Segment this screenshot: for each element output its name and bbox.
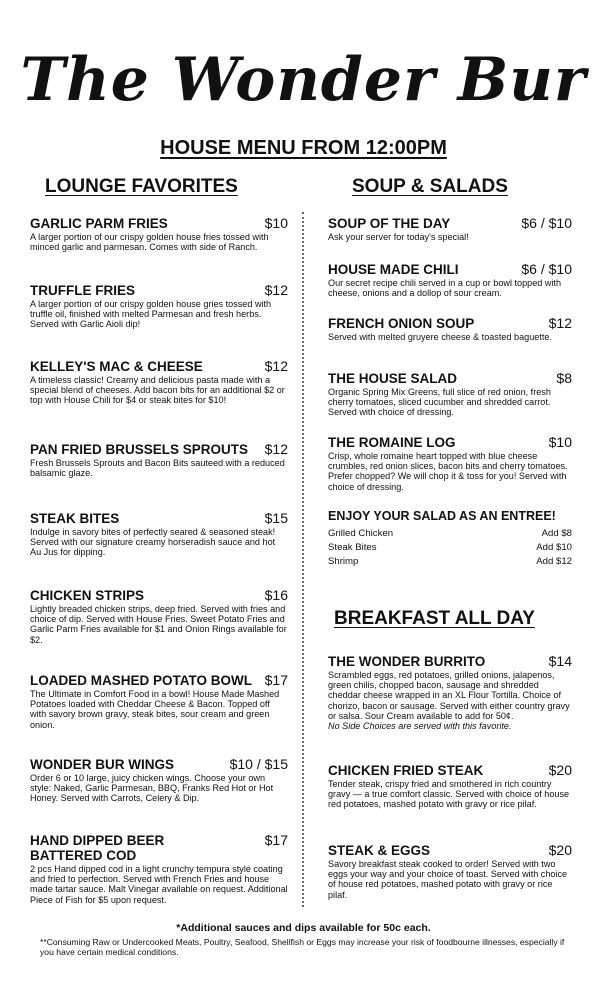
item-name: THE HOUSE SALAD bbox=[328, 371, 458, 386]
item-name: THE ROMAINE LOG bbox=[328, 435, 456, 450]
breakfast-heading: BREAKFAST ALL DAY bbox=[334, 608, 535, 629]
item-name: CHICKEN STRIPS bbox=[30, 588, 145, 603]
item-name: FRENCH ONION SOUP bbox=[328, 316, 475, 331]
item-name: SOUP OF THE DAY bbox=[328, 216, 451, 231]
item-price: $10 bbox=[264, 215, 288, 231]
menu-item bbox=[30, 216, 288, 252]
item-name: STEAK & EGGS bbox=[328, 843, 431, 858]
menu-item bbox=[30, 283, 288, 330]
item-price: $12 bbox=[264, 282, 288, 298]
item-description: Scrambled eggs, red potatoes, grilled onions, jalapenos, green chilis, chopped bacon, sausage and shredded cheddar cheese wrapped in an XL Flour Tortilla. Choice of chorizo, bacon or sausage. Served with either country gravy or salsa. Sour Cream available to add for 50¢. bbox=[328, 670, 570, 721]
item-price: $14 bbox=[548, 653, 572, 669]
item-name: GARLIC PARM FRIES bbox=[30, 216, 168, 231]
menu-item bbox=[328, 262, 572, 298]
addon-price: Add $8 bbox=[541, 528, 572, 539]
item-name: CHICKEN FRIED STEAK bbox=[328, 763, 484, 778]
sauces-note: *Additional sauces and dips available for 50c each. bbox=[176, 922, 431, 934]
item-price: $15 bbox=[264, 510, 288, 526]
item-price: $16 bbox=[264, 587, 288, 603]
menu-item bbox=[30, 833, 288, 905]
column-divider bbox=[302, 212, 304, 907]
addon-row bbox=[328, 556, 572, 567]
addon-price: Add $12 bbox=[536, 556, 572, 567]
item-name: HOUSE MADE CHILI bbox=[328, 262, 459, 277]
soups-heading: SOUP & SALADS bbox=[352, 176, 508, 197]
item-name: STEAK BITES bbox=[30, 511, 120, 526]
item-description: A larger portion of our crispy golden house fries tossed with minced garlic and parmesan. Comes with side of Ranch. bbox=[30, 232, 269, 253]
menu-item bbox=[328, 654, 572, 731]
item-description: Fresh Brussels Sprouts and Bacon Bits sauteed with a reduced balsamic glaze. bbox=[30, 458, 285, 479]
item-name: THE WONDER BURRITO bbox=[328, 654, 486, 669]
item-name: LOADED MASHED POTATO BOWL bbox=[30, 673, 252, 688]
item-price: $6 / $10 bbox=[521, 215, 572, 231]
item-price: $12 bbox=[548, 315, 572, 331]
item-name: KELLEY'S MAC & CHEESE bbox=[30, 359, 203, 374]
item-description: Organic Spring Mix Greens, full slice of red onion, fresh cherry tomatoes, sliced cucumber and shredded carrot. Served with choice of dressing. bbox=[328, 387, 551, 418]
restaurant-title: The Wonder Bur bbox=[20, 45, 587, 115]
item-description: Tender steak, crispy fried and smothered in rich country gravy — a true comfort classic. Served with choice of house red potatoes, mashed potato with gravy or rice pilaf. bbox=[328, 779, 570, 810]
item-price: $10 / $15 bbox=[229, 756, 288, 772]
item-price: $17 bbox=[264, 672, 288, 688]
item-description: Lightly breaded chicken strips, deep fried. Served with fries and choice of dip. Served with House Fries. Sweet Potato Fries and Garlic Parm Fries available for $1 and Onion Rings available for $2. bbox=[30, 604, 287, 645]
item-price: $12 bbox=[264, 441, 288, 457]
menu-item bbox=[328, 371, 572, 418]
item-description: A larger portion of our crispy golden house gries tossed with truffle oil, finished with melted Parmesan and fresh herbs. Served with Garlic Aioli dip! bbox=[30, 299, 272, 330]
menu-item bbox=[328, 316, 572, 342]
menu-item bbox=[30, 442, 288, 478]
item-description: Ask your server for today's special! bbox=[328, 232, 469, 242]
addon-price: Add $10 bbox=[536, 542, 572, 553]
lounge-heading: LOUNGE FAVORITES bbox=[45, 176, 238, 197]
menu-item bbox=[30, 359, 288, 406]
item-price: $10 bbox=[548, 434, 572, 450]
addon-name: Grilled Chicken bbox=[328, 528, 394, 539]
item-description: Served with melted gruyere cheese & toasted baguette. bbox=[328, 332, 552, 342]
item-description: Our secret recipe chili served in a cup or bowl topped with cheese, onions and a dollop of sour cream. bbox=[328, 278, 562, 299]
health-disclaimer: **Consuming Raw or Undercooked Meats, Poultry, Seafood, Shellfish or Eggs may increase your risk of foodbourne illnesses, especially if you have certain medical conditions. bbox=[40, 937, 565, 957]
entree-heading: ENJOY YOUR SALAD AS AN ENTREE! bbox=[328, 509, 556, 523]
menu-item bbox=[328, 843, 572, 900]
item-price: $20 bbox=[548, 842, 572, 858]
menu-item bbox=[328, 763, 572, 810]
item-description: 2 pcs Hand dipped cod in a light crunchy tempura style coating and fried to perfection. Served with French Fries and house made tartar sauce. Malt Vinegar available on request. Additional Piece of Fish for $5 upon request. bbox=[30, 864, 288, 905]
addon-row bbox=[328, 528, 572, 539]
item-name: PAN FRIED BRUSSELS SPROUTS bbox=[30, 442, 249, 457]
menu-item bbox=[30, 588, 288, 645]
menu-item bbox=[30, 673, 288, 730]
item-price: $8 bbox=[556, 370, 572, 386]
menu-item bbox=[30, 511, 288, 558]
item-price: $12 bbox=[264, 358, 288, 374]
item-description: Indulge in savory bites of perfectly seared & seasoned steak! Served with our signature creamy horseradish sauce and hot Au Jus for dipping. bbox=[30, 527, 276, 558]
item-price: $20 bbox=[548, 762, 572, 778]
item-description: Savory breakfast steak cooked to order! Served with two eggs your way and your choice of toast. Served with choice of house red potatoes, mashed potato with gravy or rice pilaf. bbox=[328, 859, 568, 900]
item-name: HAND DIPPED BEER BATTERED COD bbox=[30, 833, 165, 863]
item-name: WONDER BUR WINGS bbox=[30, 757, 174, 772]
item-price: $17 bbox=[264, 832, 288, 848]
addon-name: Steak Bites bbox=[328, 542, 377, 553]
addon-name: Shrimp bbox=[328, 556, 359, 567]
menu-item bbox=[328, 216, 572, 242]
item-description: The Ultimate in Comfort Food in a bowl! House Made Mashed Potatoes loaded with Cheddar Cheese & Bacon. Topped off with savory brown gravy, steak bites, sour cream and green onion. bbox=[30, 689, 280, 730]
addon-row bbox=[328, 542, 572, 553]
item-description: Order 6 or 10 large, juicy chicken wings. Choose your own style: Naked, Garlic Parmesan, BBQ, Franks Red Hot or Hot Honey. Served with Carrots, Celery & Dip. bbox=[30, 773, 274, 804]
item-note: No Side Choices are served with this favorite. bbox=[328, 721, 512, 732]
menu-item bbox=[328, 435, 572, 492]
item-description: Crisp, whole romaine heart topped with blue cheese crumbles, red onion slices, bacon bits and cherry tomatoes. Prefer chopped? We will chop it & toss for you! Served with choice of dressing. bbox=[328, 451, 568, 492]
item-name: TRUFFLE FRIES bbox=[30, 283, 135, 298]
item-description: A timeless classic! Creamy and delicious pasta made with a special blend of cheeses. Add bacon bits for an additional $2 or top with House Chili for $4 or steak bites for $10! bbox=[30, 375, 285, 406]
menu-subtitle: HOUSE MENU FROM 12:00PM bbox=[160, 137, 447, 159]
menu-item bbox=[30, 757, 288, 804]
item-price: $6 / $10 bbox=[521, 261, 572, 277]
